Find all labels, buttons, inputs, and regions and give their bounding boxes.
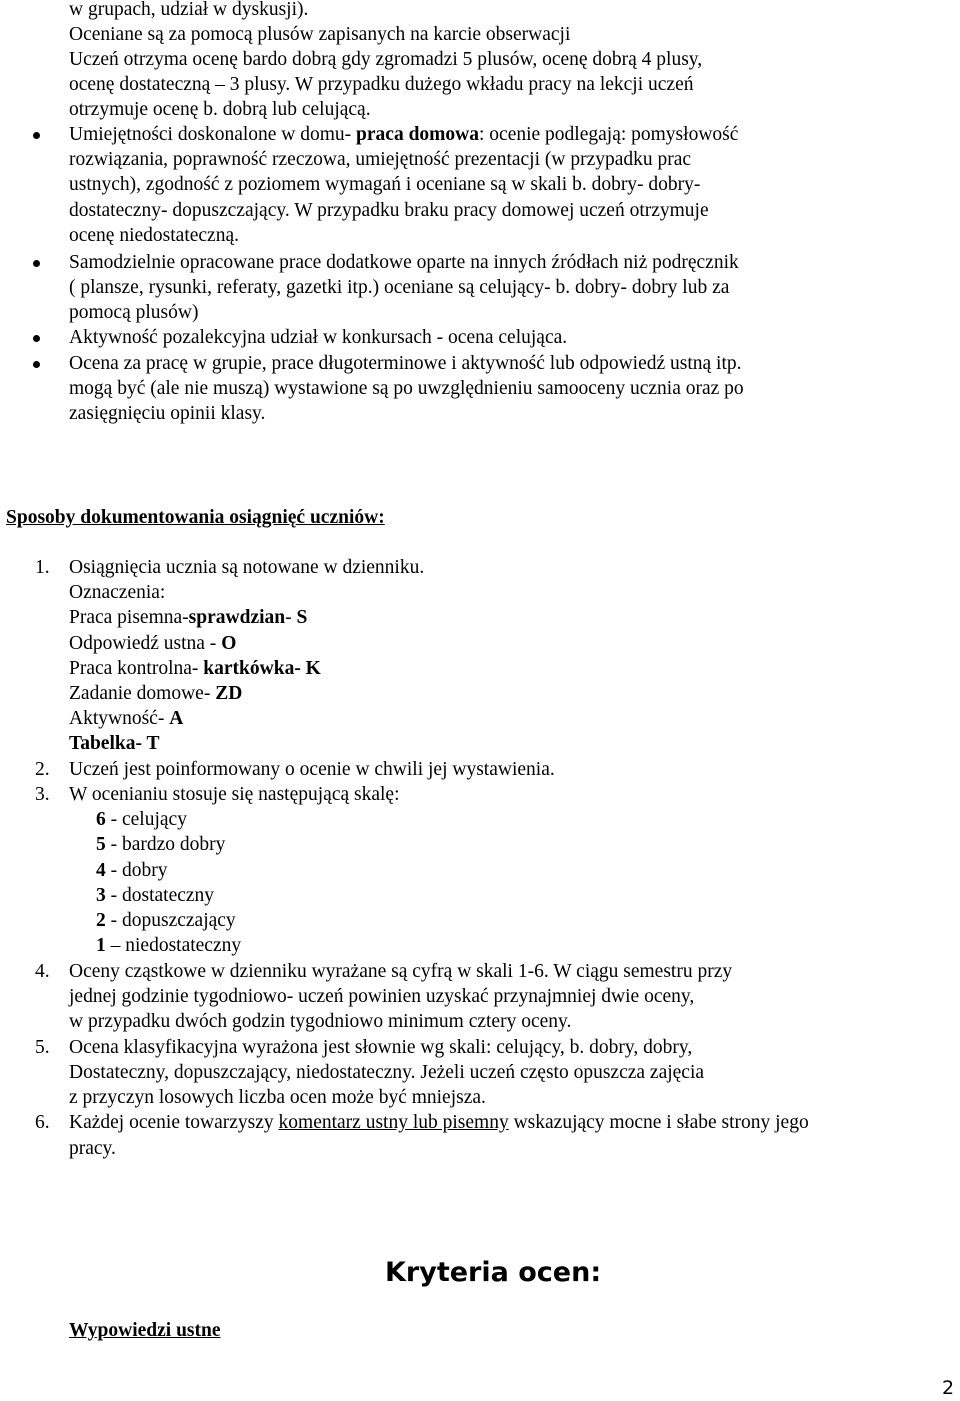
bullet-line: Samodzielnie opracowane prace dodatkowe oparte na innych źródłach niż podręcznik bbox=[69, 252, 739, 273]
bullet-line: ( plansze, rysunki, referaty, gazetki itp.) oceniane są celujący- b. dobry- dobry lub za bbox=[69, 277, 730, 298]
bullet-line: zasięgnięciu opinii klasy. bbox=[69, 403, 266, 424]
bullet-dot-icon bbox=[33, 361, 40, 368]
bullet-line: Ocena za pracę w grupie, prace długoterminowe i aktywność lub odpowiedź ustną itp. bbox=[69, 353, 742, 374]
grade-name: - bardzo dobry bbox=[105, 834, 226, 855]
text-run: Umiejętności doskonalone w domu- bbox=[69, 124, 357, 145]
bullet-line: Aktywność pozalekcyjna udział w konkursach - ocena celująca. bbox=[69, 327, 568, 348]
bullet-dot-icon bbox=[33, 335, 40, 342]
kryteria-title: Kryteria ocen: bbox=[385, 1257, 602, 1288]
list-item-text: jednej godzinie tygodniowo- uczeń powinien uzyskać przynajmniej dwie oceny, bbox=[69, 986, 695, 1007]
intro-line: otrzymuje ocenę b. dobrą lub celującą. bbox=[69, 99, 371, 120]
scale-row bbox=[96, 908, 236, 933]
list-item-text: z przyczyn losowych liczba ocen może być mniejsza. bbox=[69, 1087, 486, 1108]
bold-text: Tabelka- T bbox=[69, 733, 160, 754]
grade-name: - celujący bbox=[105, 809, 187, 830]
scale-row bbox=[96, 933, 241, 958]
text-run: Aktywność- bbox=[69, 708, 170, 729]
text-run: wskazujący mocne i słabe strony jego bbox=[508, 1112, 809, 1133]
section-heading: Sposoby dokumentowania osiągnięć uczniów: bbox=[6, 507, 385, 528]
mark-code: S bbox=[296, 607, 308, 628]
bullet-line: dostateczny- dopuszczający. W przypadku braku pracy domowej uczeń otrzymuje bbox=[69, 200, 709, 221]
mark-code: ZD bbox=[215, 683, 243, 704]
grade-name: – niedostateczny bbox=[105, 935, 242, 956]
list-item-text: W ocenianiu stosuje się następującą skalę: bbox=[69, 784, 400, 805]
bullet-line: ustnych), zgodność z poziomem wymagań i oceniane są w skali b. dobry- dobry- bbox=[69, 174, 701, 195]
bold-text: praca domowa bbox=[356, 124, 479, 145]
list-item-text: Uczeń jest poinformowany o ocenie w chwili jej wystawienia. bbox=[69, 759, 555, 780]
list-number: 2. bbox=[35, 759, 50, 780]
intro-line: ocenę dostateczną – 3 plusy. W przypadku dużego wkładu pracy na lekcji uczeń bbox=[69, 74, 694, 95]
list-number: 4. bbox=[35, 961, 50, 982]
mark-row bbox=[69, 656, 321, 681]
underlined-text: komentarz ustny lub pisemny bbox=[278, 1112, 509, 1133]
mark-row bbox=[69, 731, 160, 756]
intro-line: Uczeń otrzyma ocenę bardo dobrą gdy zgromadzi 5 plusów, ocenę dobrą 4 plusy, bbox=[69, 49, 703, 70]
bullet-line: mogą być (ale nie muszą) wystawione są po uwzględnieniu samooceny ucznia oraz po bbox=[69, 378, 744, 399]
grade-name: - dostateczny bbox=[105, 885, 215, 906]
list-number: 3. bbox=[35, 784, 50, 805]
list-number: 1. bbox=[35, 557, 50, 578]
scale-row bbox=[96, 883, 214, 908]
mark-row bbox=[69, 706, 183, 731]
grade-name: - dopuszczający bbox=[105, 910, 236, 931]
marks-label: Oznaczenia: bbox=[69, 582, 166, 603]
text-run: Zadanie domowe- bbox=[69, 683, 216, 704]
mark-code: O bbox=[221, 633, 237, 654]
mark-code: A bbox=[169, 708, 184, 729]
scale-row bbox=[96, 858, 168, 883]
list-item-text: Osiągnięcia ucznia są notowane w dzienniku. bbox=[69, 557, 425, 578]
grade-number: 4 bbox=[96, 860, 106, 881]
list-item-text: Dostateczny, dopuszczający, niedostateczny. Jeżeli uczeń często opuszcza zajęcia bbox=[69, 1062, 705, 1083]
bullet-dot-icon bbox=[33, 132, 40, 139]
scale-row bbox=[96, 807, 187, 832]
grade-number: 5 bbox=[96, 834, 106, 855]
mark-row bbox=[69, 605, 307, 630]
text-run: - bbox=[285, 607, 297, 628]
grade-name: - dobry bbox=[105, 860, 168, 881]
list-number: 6. bbox=[35, 1112, 50, 1133]
mark-row bbox=[69, 681, 242, 706]
scale-row bbox=[96, 832, 225, 857]
list-item-text: pracy. bbox=[69, 1138, 116, 1159]
wypowiedzi-heading: Wypowiedzi ustne bbox=[69, 1320, 221, 1341]
list-number: 5. bbox=[35, 1037, 50, 1058]
list-item-text: w przypadku dwóch godzin tygodniowo minimum cztery oceny. bbox=[69, 1011, 572, 1032]
grade-number: 3 bbox=[96, 885, 106, 906]
text-run: Praca pisemna- bbox=[69, 607, 189, 628]
intro-line: w grupach, udział w dyskusji). bbox=[69, 0, 309, 20]
list-item-text: Oceny cząstkowe w dzienniku wyrażane są cyfrą w skali 1-6. W ciągu semestru przy bbox=[69, 961, 733, 982]
mark-row bbox=[69, 631, 236, 656]
list-item-text: Ocena klasyfikacyjna wyrażona jest słownie wg skali: celujący, b. dobry, dobry, bbox=[69, 1037, 693, 1058]
list-item-text bbox=[69, 1110, 809, 1135]
bullet-text bbox=[69, 122, 738, 147]
bold-text: kartkówka- K bbox=[203, 658, 321, 679]
text-run: Praca kontrolna- bbox=[69, 658, 204, 679]
bullet-line: ocenę niedostateczną. bbox=[69, 225, 239, 246]
grade-number: 2 bbox=[96, 910, 106, 931]
bullet-line: rozwiązania, poprawność rzeczowa, umiejętność prezentacji (w przypadku prac bbox=[69, 149, 692, 170]
bullet-line: pomocą plusów) bbox=[69, 302, 199, 323]
page-number: 2 bbox=[942, 1377, 955, 1399]
bold-text: sprawdzian bbox=[188, 607, 286, 628]
text-run: : ocenie podlegają: pomysłowość bbox=[479, 124, 739, 145]
intro-line: Oceniane są za pomocą plusów zapisanych na karcie obserwacji bbox=[69, 24, 571, 45]
text-run: Odpowiedź ustna - bbox=[69, 633, 222, 654]
grade-number: 6 bbox=[96, 809, 106, 830]
text-run: Każdej ocenie towarzyszy bbox=[69, 1112, 279, 1133]
bullet-dot-icon bbox=[33, 260, 40, 267]
grade-number: 1 bbox=[96, 935, 106, 956]
